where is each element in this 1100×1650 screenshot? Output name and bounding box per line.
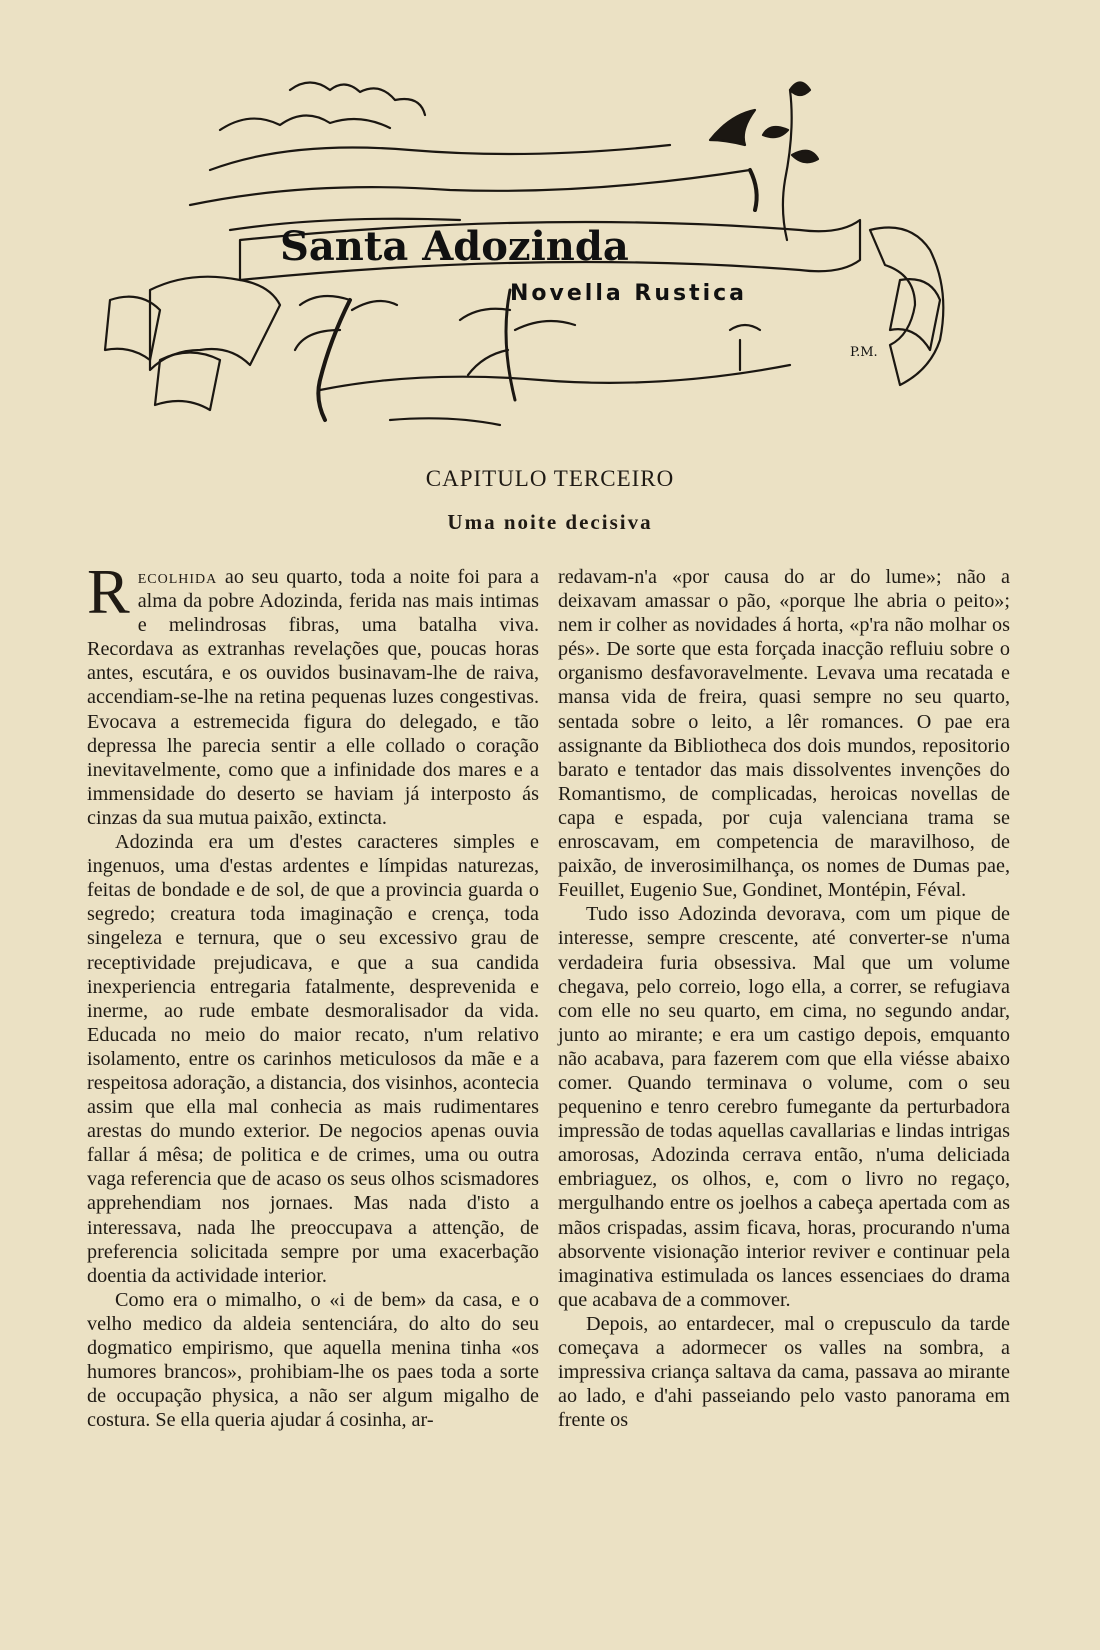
tree-sketch (318, 300, 350, 420)
artist-signature: P.M. (850, 345, 878, 360)
paragraph-text: ao seu quarto, toda a noite foi para a alma da pobre Adozinda, ferida nas mais intimas e melindrosas fibras, uma batalha viva. Recordava as extranhas revelações que, poucas horas antes, escutára, e os ouvidos businavam-lhe de raiva, accendiam-se-lhe na retina pequenas luzes congestivas. Evocava a estremecida figura do delegado, e tão depressa lhe parecia sentir a elle collado o coração inevitavelmente, como que a infinidade dos mares e a immensidade do deserto se haviam já interposto ás cinzas da sua mutua paixão, extincta. (87, 566, 539, 829)
bird-sketch (750, 170, 757, 210)
tree-sketch (506, 290, 515, 400)
cloud-sketch (290, 83, 425, 116)
plant-sketch (783, 90, 792, 240)
paragraph: Tudo isso Adozinda devorava, com um pique de interesse, sempre crescente, até converter-se n'uma verdadeira furia obsessiva. Mal que um volume chegava, pelo correio, logo ella, a correr, se refugiava com elle no seu quarto, em cima, no segundo andar, junto ao mirante; e era um castigo depois, emquanto não acabava, para fazerem com que ella viésse abaixo comer. Quando terminava o volume, com o seu pequenino e tenro cerebro fumegante da perturbadora impressão de todas aquellas cavallarias e lindas intrigas amorosas, Adozinda cerrava então, n'uma deliciada embriaguez, os olhos, e, com o livro no regaço, mergulhando entre os joelhos a cabeça apertada com as mãos crispadas, assim ficava, horas, procurando n'uma absorvente visionação interior reviver e continuar pela imaginativa estimulada os lances essenciaes do drama que acabava de a commover. (558, 903, 1010, 1311)
header-illustration (90, 60, 1010, 460)
paragraph: Como era o mimalho, o «i de bem» da casa, e o velho medico da aldeia sentenciára, do alto do seu dogmatico empirismo, que aquella menina tinha «os humores brancos», prohibiam-lhe os paes toda a sorte de occupação physica, a não ser algum migalho de costura. Se ella queria ajudar á cosinha, ar- (87, 1288, 539, 1432)
lead-word: ecolhida (137, 566, 218, 588)
paragraph: Adozinda era um d'estes caracteres simples e ingenuos, uma d'estas ardentes e límpidas naturezas, feitas de bondade e de sol, de que a provincia guarda o segredo; creatura toda imaginação e crença, toda singeleza e ternura, que o seu excessivo grau de receptividade prejudicava, e que a sua candida inexperiencia entregaria fatalmente, desprevenida e inerme, ao rude embate desmoralisador da vida. Educada no meio do maior recato, n'um relativo isolamento, entre os carinhos meticulosos da mãe e a respeitosa adoração, a distancia, dos visinhos, acontecia assim que ella mal conhecia as mais rudimentares arestas do mundo exterior. De negocios apenas ouvia fallar á mêsa; de politica e de crimes, uma ou outra vaga referencia que de acaso os seus olhos scismadores apprehendiam nos jornaes. Mas nada d'isto a interessava, nada lhe preoccupava a attenção, de preferencia solicitada sempre por uma exacerbação doentia da actividade interior. (87, 831, 539, 1287)
cloud-sketch (220, 115, 390, 130)
paragraph (87, 556, 539, 830)
section-title: Uma noite decisiva (447, 510, 653, 534)
banner-subtitle: Novella Rustica (510, 281, 748, 306)
right-column (558, 565, 1010, 1432)
drop-cap: R (87, 556, 130, 627)
banner-title: Santa Adozinda (280, 223, 629, 270)
left-column (87, 556, 539, 1432)
chapter-title: CAPITULO TERCEIRO (425, 466, 675, 491)
paragraph: Depois, ao entardecer, mal o crepusculo da tarde começava a adormecer os valles na sombra, a impressiva criança saltava da cama, passava ao mirante ao lado, e d'ahi passeiando pelo vasto panorama em frente os (558, 1312, 1010, 1432)
bird-sketch (710, 110, 755, 145)
paragraph: redavam-n'a «por causa do ar do lume»; não a deixavam amassar o pão, «porque lhe abria o peito»; nem ir colher as novidades á horta, «p'ra não molhar os pés». De sorte que esta forçada inacção refluiu sobre o organismo desfavoravelmente. Levava uma recatada e mansa vida de freira, quasi sempre no seu quarto, sentada sobre o leito, a lêr romances. O pae era assignante da Bibliotheca dos dois mundos, repositorio barato e tentador das mais dissolventes invenções do Romantismo, de complicadas, heroicas novellas de capa e espada, por cuja valenciana trama se enroscavam, em competencia de maravilhoso, de paixão, de inverosimilhança, os nomes de Dumas pae, Feuillet, Eugenio Sue, Gondinet, Montépin, Féval. (558, 566, 1010, 902)
